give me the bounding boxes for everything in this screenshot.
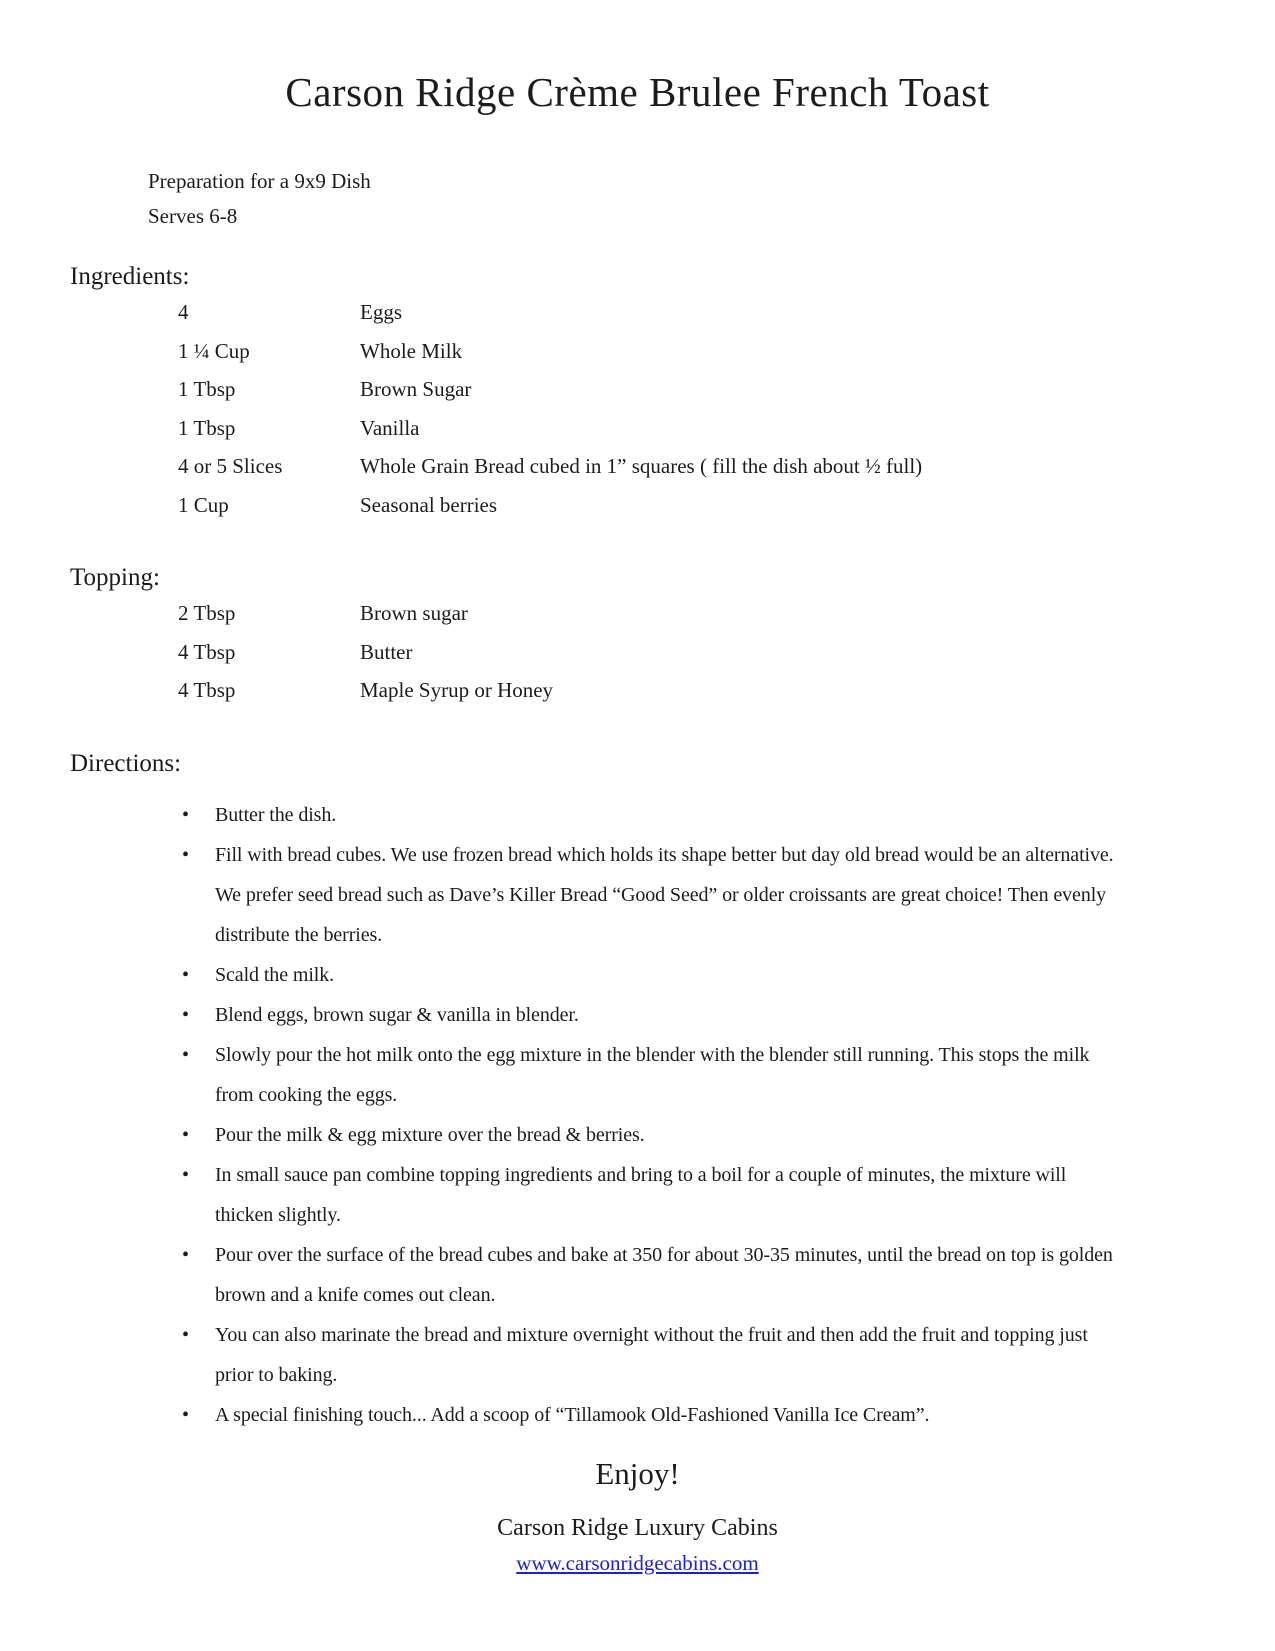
ingredients-table	[0, 300, 1275, 531]
ingredient-row	[178, 339, 1275, 378]
ingredient-row	[178, 300, 1275, 339]
ingredient-qty: 1 ¼ Cup	[178, 338, 250, 363]
ingredient-name: Whole Grain Bread cubed in 1” squares ( fill the dish about ½ full)	[360, 454, 923, 478]
topping-row	[178, 678, 1275, 717]
directions-list	[180, 795, 1120, 1435]
topping-qty: 4 Tbsp	[178, 678, 236, 702]
direction-step: • Pour the milk & egg mixture over the bread & berries.	[180, 1115, 1120, 1155]
topping-row	[178, 640, 1275, 679]
direction-step: • A special finishing touch... Add a scoop of “Tillamook Old-Fashioned Vanilla Ice Cream”.	[180, 1395, 1120, 1435]
topping-table	[0, 601, 1275, 717]
topping-name: Brown sugar	[360, 601, 468, 625]
topping-name: Butter	[360, 639, 413, 664]
ingredient-row	[178, 377, 1275, 416]
topping-section	[0, 561, 1275, 717]
topping-qty: 2 Tbsp	[178, 601, 236, 625]
direction-step: • Butter the dish.	[180, 795, 1120, 835]
ingredient-qty: 1 Tbsp	[178, 377, 236, 401]
ingredient-qty: 4 or 5 Slices	[178, 454, 283, 478]
topping-qty: 4 Tbsp	[178, 639, 236, 664]
directions-section	[0, 747, 1275, 1435]
ingredient-name: Whole Milk	[360, 338, 463, 363]
ingredient-qty: 1 Cup	[178, 492, 229, 517]
ingredient-row	[178, 454, 1275, 493]
ingredient-row	[178, 493, 1275, 532]
ingredient-qty: 4	[178, 300, 189, 324]
direction-step: • You can also marinate the bread and mixture overnight without the fruit and then add the fruit and topping just prior to baking.	[180, 1315, 1120, 1395]
ingredient-name: Brown Sugar	[360, 377, 472, 401]
direction-step: • Scald the milk.	[180, 955, 1120, 995]
intro-block	[148, 164, 1275, 234]
brand-name: Carson Ridge Luxury Cabins	[497, 1514, 778, 1541]
topping-name: Maple Syrup or Honey	[360, 678, 554, 702]
ingredients-heading: Ingredients:	[70, 263, 190, 290]
ingredient-name: Eggs	[360, 300, 402, 324]
recipe-title: Carson Ridge Crème Brulee French Toast	[285, 69, 990, 115]
ingredient-name: Seasonal berries	[360, 492, 498, 517]
topping-heading: Topping:	[70, 564, 160, 591]
direction-step: • Blend eggs, brown sugar & vanilla in blender.	[180, 995, 1120, 1035]
ingredient-row	[178, 416, 1275, 455]
direction-step: • In small sauce pan combine topping ingredients and bring to a boil for a couple of minutes, the mixture will thicken slightly.	[180, 1155, 1120, 1235]
serves-note: Serves 6-8	[148, 204, 238, 228]
ingredient-name: Vanilla	[360, 415, 420, 440]
directions-heading: Directions:	[70, 749, 182, 777]
prep-note: Preparation for a 9x9 Dish	[148, 169, 371, 193]
website-link[interactable]: www.carsonridgecabins.com	[516, 1550, 759, 1575]
direction-step: • Pour over the surface of the bread cubes and bake at 350 for about 30-35 minutes, until the bread on top is golden brown and a knife comes out clean.	[180, 1235, 1120, 1315]
direction-step: • Fill with bread cubes. We use frozen bread which holds its shape better but day old bread would be an alternative. We prefer seed bread such as Dave’s Killer Bread “Good Seed” or older croissants are great choice! Then evenly distribute the berries.	[180, 835, 1120, 955]
ingredients-section	[0, 260, 1275, 531]
footer	[0, 1451, 1275, 1579]
topping-row	[178, 601, 1275, 640]
direction-step: • Slowly pour the hot milk onto the egg mixture in the blender with the blender still running. This stops the milk from cooking the eggs.	[180, 1035, 1120, 1115]
ingredient-qty: 1 Tbsp	[178, 415, 236, 440]
closing-text: Enjoy!	[595, 1455, 680, 1491]
